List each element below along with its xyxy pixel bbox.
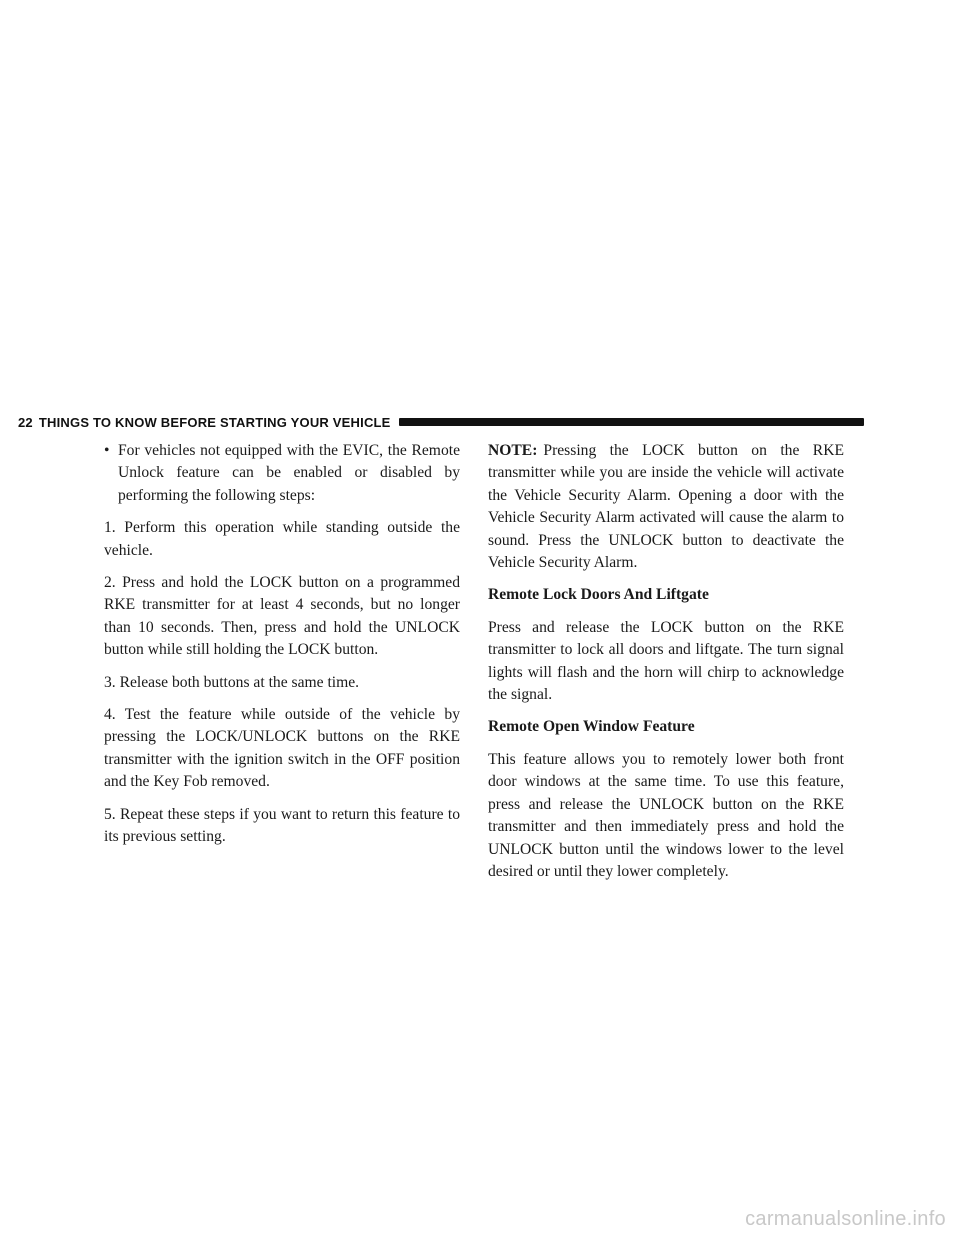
step-2: 2. Press and hold the LOCK button on a programmed RKE transmitter for at least 4 seconds, but no longer than 10 seconds. Then, press and hold the UNLOCK button while still holding the LOCK button. [104,574,460,659]
bullet-icon: • [104,442,110,459]
step-3: 3. Release both buttons at the same time. [104,673,360,691]
paragraph-remote-lock: Press and release the LOCK button on the RKE transmitter to lock all doors and liftgate. The turn signal lights will flash and the horn will chirp to acknowledge the signal. [488,618,844,704]
note-text: Pressing the LOCK button on the RKE transmitter while you are inside the vehicle will activate the Vehicle Security Alarm. Opening a door with the Vehicle Security Alarm activated will cause the alarm to sound. Press the UNLOCK button to deactivate the Vehicle Security Alarm. [488,442,844,572]
step-4: 4. Test the feature while outside of the vehicle by pressing the LOCK/UNLOCK buttons on the RKE transmitter with the ignition switch in the OFF position and the Key Fob removed. [104,706,460,791]
right-column [488,440,844,893]
bullet-item [104,440,460,507]
bullet-text: For vehicles not equipped with the EVIC, the Remote Unlock feature can be enabled or disabled by performing the following steps: [118,442,460,504]
header-rule [399,418,864,426]
page-number: 22 [18,414,33,430]
heading-remote-window: Remote Open Window Feature [488,718,695,736]
section-title: THINGS TO KNOW BEFORE STARTING YOUR VEHICLE [38,414,391,430]
watermark: carmanualsonline.info [745,1208,946,1230]
step-1: 1. Perform this operation while standing outside the vehicle. [104,519,460,559]
left-column [104,440,460,859]
page-header [18,414,864,430]
paragraph-remote-window: This feature allows you to remotely lower both front door windows at the same time. To use this feature, press and release the UNLOCK button on the RKE transmitter and then immediately press and hold the UNLOCK button until the windows lower to the level desired or until they lower completely. [488,750,844,880]
note-label: NOTE: [488,442,538,459]
heading-remote-lock: Remote Lock Doors And Liftgate [488,586,709,604]
note-paragraph [488,440,844,574]
step-5: 5. Repeat these steps if you want to return this feature to its previous setting. [104,805,460,846]
